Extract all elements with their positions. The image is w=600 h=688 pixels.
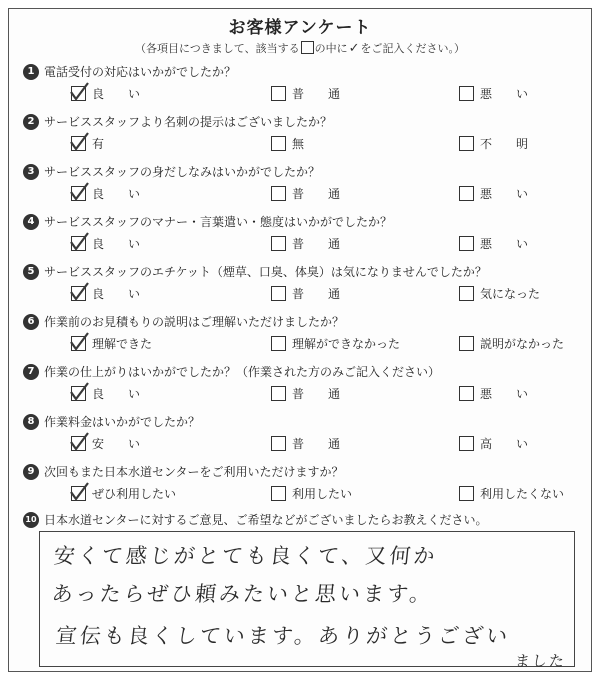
checkbox[interactable]	[459, 386, 474, 401]
option-good[interactable]	[71, 185, 140, 202]
option-good[interactable]	[71, 85, 140, 102]
option-label: 気になった	[480, 287, 541, 301]
option-bothered[interactable]	[459, 285, 540, 302]
question-number-badge: 2	[23, 114, 39, 130]
survey-form	[8, 8, 592, 672]
option-label: 無	[292, 137, 305, 151]
checkbox-checked[interactable]	[71, 336, 86, 351]
checkbox[interactable]	[459, 336, 474, 351]
checkbox-checked[interactable]	[71, 86, 86, 101]
option-label: 悪 い	[480, 187, 529, 201]
question-1	[23, 63, 581, 109]
checkbox-checked[interactable]	[71, 236, 86, 251]
instructions-part-1: （各項目につきまして、該当する	[135, 42, 300, 55]
option-label: 利用したくない	[480, 487, 565, 501]
option-label: 悪 い	[480, 237, 529, 251]
option-label: 説明がなかった	[480, 337, 565, 351]
checkbox[interactable]	[459, 86, 474, 101]
option-normal[interactable]	[271, 85, 340, 102]
option-not-use[interactable]	[459, 485, 564, 502]
handwritten-line-2: あったらぜひ頼みたいと思います。	[50, 582, 435, 606]
form-title: お客様アンケート	[228, 18, 372, 38]
question-text: サービススタッフの身だしなみはいかがでしたか？	[44, 165, 321, 179]
question-text: 作業前のお見積もりの説明はご理解いただけましたか？	[44, 315, 345, 329]
question-6	[23, 313, 581, 359]
checkbox-checked[interactable]	[71, 286, 86, 301]
question-text: 日本水道センターに対するご意見、ご希望などがございましたらお教えください。	[44, 513, 488, 527]
option-label: 普 通	[292, 237, 341, 251]
question-2	[23, 113, 581, 159]
option-label: 良 い	[92, 387, 141, 401]
checkbox[interactable]	[271, 236, 286, 251]
option-normal[interactable]	[271, 435, 340, 452]
instructions-part-2: の中に	[314, 42, 348, 55]
checkbox[interactable]	[271, 386, 286, 401]
checkmark-icon	[69, 282, 89, 302]
checkbox[interactable]	[271, 136, 286, 151]
question-text: 次回もまた日本水道センターをご利用いただけますか？	[44, 465, 344, 479]
question-number-badge: 10	[23, 512, 39, 528]
checkmark-icon	[69, 132, 89, 152]
checkbox-checked[interactable]	[71, 386, 86, 401]
checkbox-checked[interactable]	[71, 436, 86, 451]
question-text: サービススタッフより名刺の提示はございましたか？	[44, 115, 333, 129]
comment-textarea[interactable]	[39, 531, 575, 670]
instructions-part-3: をご記入ください。）	[360, 42, 465, 55]
option-normal[interactable]	[271, 235, 340, 252]
question-text: サービススタッフのエチケット（煙草、口臭、体臭）は気になりませんでしたか？	[44, 265, 487, 279]
option-label: 良 い	[92, 187, 141, 201]
option-bad[interactable]	[459, 235, 528, 252]
checkmark-sample-icon: ✓	[348, 41, 360, 56]
question-3	[23, 163, 581, 209]
question-7	[23, 363, 581, 409]
question-number-badge: 1	[23, 64, 39, 80]
option-normal[interactable]	[271, 285, 340, 302]
checkbox[interactable]	[459, 486, 474, 501]
option-not-understood[interactable]	[271, 335, 400, 352]
option-label: 有	[92, 137, 105, 151]
checkbox[interactable]	[459, 436, 474, 451]
checkbox[interactable]	[271, 186, 286, 201]
question-number-badge: 5	[23, 264, 39, 280]
option-bad[interactable]	[459, 185, 528, 202]
question-number-badge: 3	[23, 164, 39, 180]
option-label: 理解できた	[92, 337, 153, 351]
question-number-badge: 9	[23, 464, 39, 480]
option-unknown[interactable]	[459, 135, 528, 152]
checkmark-icon	[69, 382, 89, 402]
checkbox-sample-icon	[301, 41, 314, 54]
option-understood[interactable]	[71, 335, 152, 352]
checkbox[interactable]	[459, 136, 474, 151]
checkbox[interactable]	[459, 186, 474, 201]
checkbox[interactable]	[271, 486, 286, 501]
question-text: 作業料金はいかがでしたか？	[44, 415, 201, 429]
option-label: 良 い	[92, 237, 141, 251]
checkmark-icon	[69, 82, 89, 102]
checkbox-checked[interactable]	[71, 486, 86, 501]
checkmark-icon	[69, 182, 89, 202]
option-definitely-use[interactable]	[71, 485, 176, 502]
question-number-badge: 6	[23, 314, 39, 330]
checkmark-icon	[69, 432, 89, 452]
option-good[interactable]	[71, 235, 140, 252]
option-label: 利用したい	[292, 487, 353, 501]
option-label: 安 い	[92, 437, 141, 451]
option-label: 普 通	[292, 187, 341, 201]
option-normal[interactable]	[271, 185, 340, 202]
option-label: 普 通	[292, 287, 341, 301]
question-text: サービススタッフのマナー・言葉遣い・態度はいかがでしたか？	[44, 215, 393, 229]
question-9	[23, 463, 581, 509]
option-bad[interactable]	[459, 385, 528, 402]
question-4	[23, 213, 581, 259]
option-yes[interactable]	[71, 135, 104, 152]
question-number-badge: 4	[23, 214, 39, 230]
question-text: 作業の仕上がりはいかがでしたか？（作業された方のみご記入ください）	[44, 365, 441, 379]
option-label: 普 通	[292, 387, 341, 401]
checkmark-icon	[69, 232, 89, 252]
question-10	[23, 511, 581, 531]
option-good[interactable]	[71, 385, 140, 402]
option-expensive[interactable]	[459, 435, 528, 452]
checkbox-checked[interactable]	[71, 186, 86, 201]
checkbox[interactable]	[271, 336, 286, 351]
option-label: 普 通	[292, 437, 341, 451]
question-number-badge: 7	[23, 364, 39, 380]
form-instructions	[9, 40, 591, 56]
checkbox[interactable]	[271, 436, 286, 451]
question-8	[23, 413, 581, 459]
question-number-badge: 8	[23, 414, 39, 430]
option-label: 高 い	[480, 437, 529, 451]
option-label: 理解ができなかった	[292, 337, 401, 351]
option-label: 悪 い	[480, 87, 529, 101]
question-5	[23, 263, 581, 309]
option-label: 不 明	[480, 137, 529, 151]
option-good[interactable]	[71, 285, 140, 302]
handwritten-line-1: 安くて感じがとても良くて、又何か	[52, 544, 439, 568]
checkbox[interactable]	[271, 286, 286, 301]
checkbox[interactable]	[459, 286, 474, 301]
checkbox-checked[interactable]	[71, 136, 86, 151]
checkmark-icon	[69, 482, 89, 502]
checkbox[interactable]	[271, 86, 286, 101]
checkbox[interactable]	[459, 236, 474, 251]
option-cheap[interactable]	[71, 435, 140, 452]
option-label: 良 い	[92, 87, 141, 101]
option-no[interactable]	[271, 135, 304, 152]
option-label: 普 通	[292, 87, 341, 101]
option-label: 悪 い	[480, 387, 529, 401]
handwritten-line-4: ました	[513, 652, 567, 670]
option-normal[interactable]	[271, 385, 340, 402]
handwritten-line-3: 宣伝も良くしています。ありがとうござい	[54, 624, 512, 648]
option-use[interactable]	[271, 485, 352, 502]
option-bad[interactable]	[459, 85, 528, 102]
checkmark-icon	[69, 332, 89, 352]
option-no-explanation[interactable]	[459, 335, 564, 352]
question-text: 電話受付の対応はいかがでしたか？	[44, 65, 237, 79]
option-label: 良 い	[92, 287, 141, 301]
option-label: ぜひ利用したい	[92, 487, 177, 501]
